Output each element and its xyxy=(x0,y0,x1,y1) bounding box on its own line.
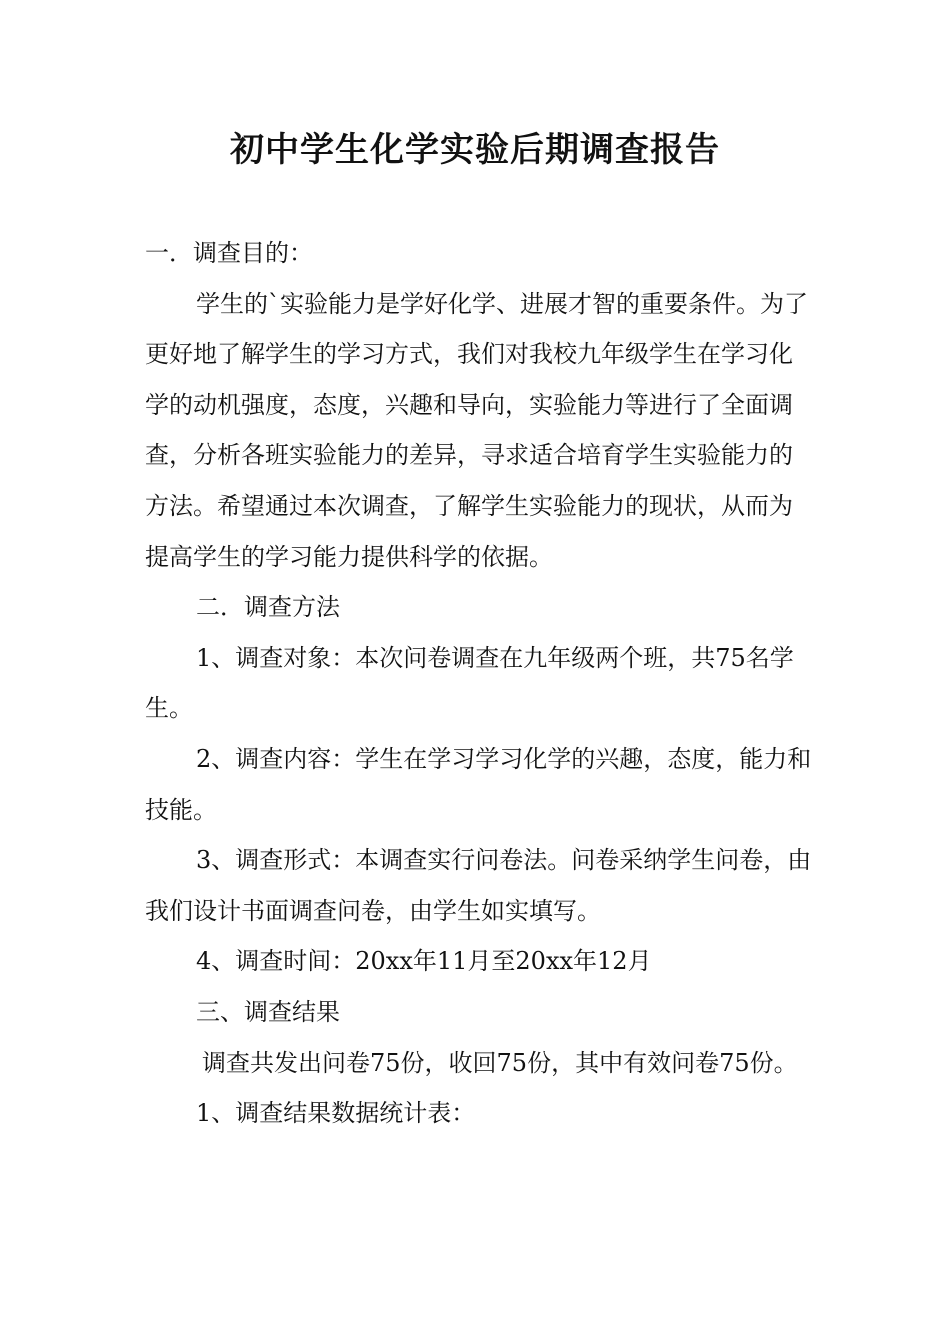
section-heading-purpose: 一．调查目的： xyxy=(145,239,313,267)
section-heading-results: 三、调查结果 xyxy=(196,997,340,1026)
method-item-time: 4、调查时间：20xx年11月至20xx年12月 xyxy=(196,947,652,976)
method-item-subject: 1、调查对象：本次问卷调查在九年级两个班，共75名学生。 xyxy=(145,643,794,723)
paragraph-results: 调查共发出问卷75份，收回75份，其中有效问卷75份。 xyxy=(202,1048,798,1077)
method-item-content: 2、调查内容：学生在学习学习化学的兴趣，态度，能力和技能。 xyxy=(145,744,812,824)
section-heading-method: 二．调查方法 xyxy=(196,593,340,622)
paragraph-purpose: 学生的`实验能力是学好化学、进展才智的重要条件。为了更好地了解学生的学习方式，我们对我校九年级学生在学习化学的动机强度，态度，兴趣和导向，实验能力等进行了全面调查，分析各班实验能力的差异，寻求适合培育学生实验能力的方法。希望通过本次调查，了解学生实验能力的现状，从而为提高学生的学习能力提供科学的依据。 xyxy=(145,289,808,571)
document-title: 初中学生化学实验后期调查报告 xyxy=(230,130,720,170)
method-item-form: 3、调查形式：本调查实行问卷法。问卷采纳学生问卷，由我们设计书面调查问卷，由学生如实填写。 xyxy=(145,846,812,925)
document-body xyxy=(145,228,813,1139)
results-table-heading: 1、调查结果数据统计表： xyxy=(196,1099,476,1128)
